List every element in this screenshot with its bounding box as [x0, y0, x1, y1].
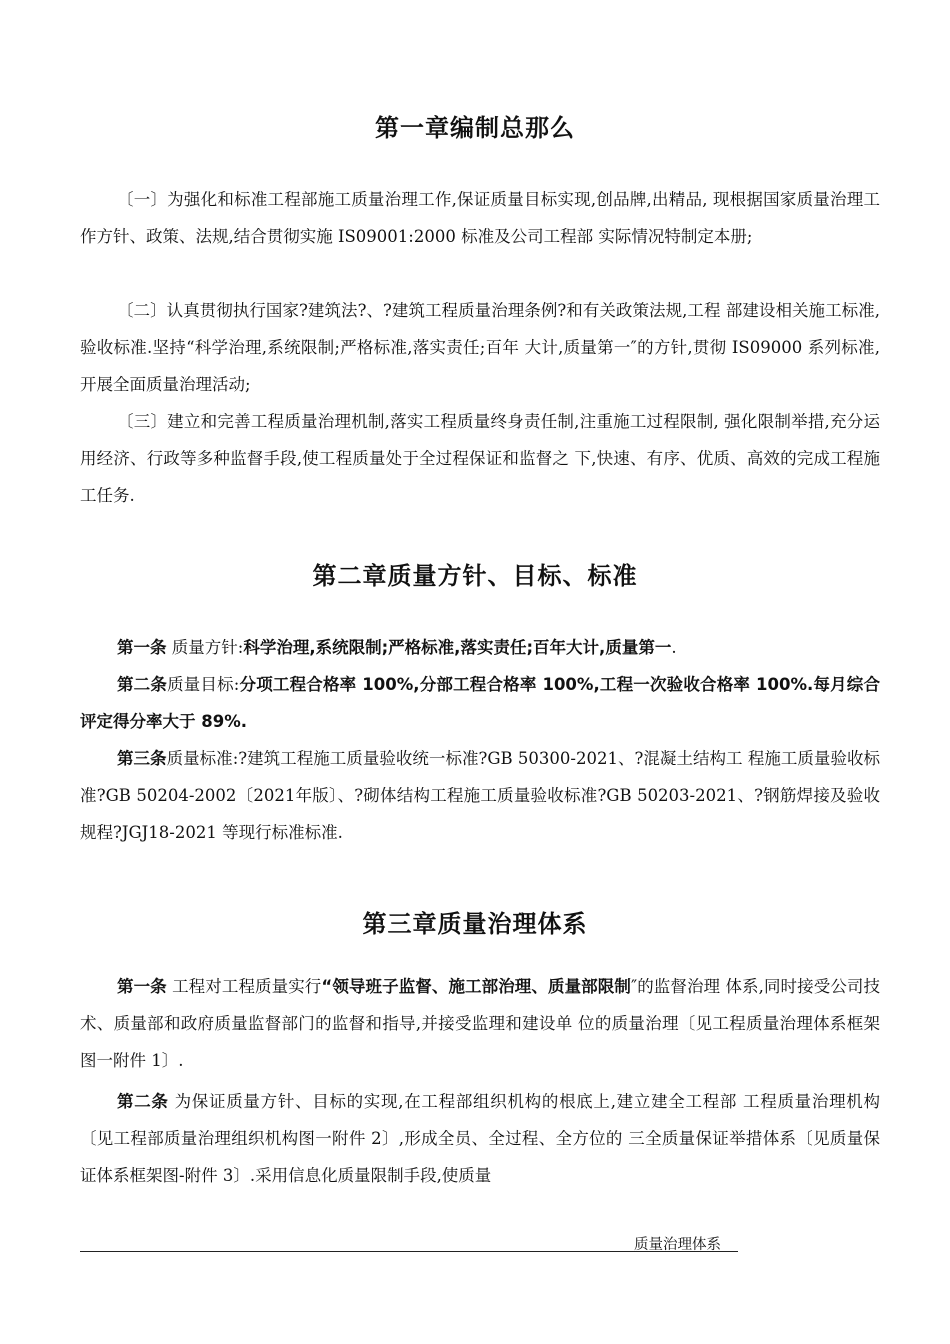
chapter-1-paragraph-2: 〔二〕认真贯彻执行国家?建筑法?、?建筑工程质量治理条例?和有关政策法规,工程 部建设相关施工标准,验收标准.坚持“科学治理,系统限制;严格标准,落实责任;百年 大计,质量第一″的方针,贯彻 IS09000 系列标准,开展全面质量治理活动; — [80, 301, 880, 394]
article-text: ″的监督治理 体系,同时接受公司技术、质量部和政府质量监督部门的监督和指导,并接受监理和建设单 位的质量治理〔见工程质量治理体系框架图一附件 1〕. — [80, 977, 881, 1070]
article-emphasis: 分项工程合格率 100%,分部工程合格率 100%,工程一次验收合格率 100%.每月综合评定得分率大于 89%. — [80, 675, 880, 731]
article-label: 第二条 — [117, 1092, 169, 1111]
chapter-1-paragraph-3: 〔三〕建立和完善工程质量治理机制,落实工程质量终身责任制,注重施工过程限制, 强化限制举措,充分运用经济、行政等多种监督手段,使工程质量处于全过程保证和监督之 下,快速、有序、优质、高效的完成工程施工任务. — [80, 412, 880, 505]
article-emphasis: “领导班子监督、施工部治理、质量部限制 — [321, 977, 631, 996]
footer-rule — [80, 1251, 738, 1252]
chapter-1-paragraph-1: 〔一〕为强化和标准工程部施工质量治理工作,保证质量目标实现,创品牌,出精品, 现根据国家质量治理工作方针、政策、法规,结合贯彻实施 IS09001:2000 标准及公司工程部 实际情况特制定本册; — [80, 190, 880, 246]
article-text: 为保证质量方针、目标的实现,在工程部组织机构的根底上,建立建全工程部 工程质量治理机构〔见工程部质量治理组织机构图一附件 2〕,形成全员、全过程、全方位的 三全质量保证举措体系〔见质量保证体系框架图-附件 3〕.采用信息化质量限制手段,使质量 — [80, 1092, 880, 1185]
article-label: 第二条 — [117, 675, 168, 694]
chapter-2-title: 第二章质量方针、目标、标准 — [312, 562, 638, 590]
chapter-3-article-2 — [80, 1083, 880, 1194]
article-text: 工程对工程质量实行 — [166, 977, 322, 996]
chapter-2-article-2 — [80, 666, 880, 740]
article-text: 质量方针: — [166, 638, 244, 657]
chapter-2-article-3 — [80, 740, 880, 851]
article-label: 第一条 — [117, 977, 167, 996]
chapter-1-title: 第一章编制总那么 — [375, 114, 575, 142]
chapter-3-title: 第三章质量治理体系 — [362, 910, 588, 938]
article-label: 第三条 — [117, 749, 167, 768]
article-label: 第一条 — [117, 638, 167, 657]
article-text: 质量标准:?建筑工程施工质量验收统一标准?GB 50300-2021、?混凝土结构工 程施工质量验收标准?GB 50204-2002〔2021年版〕、?砌体结构工程施工质量验收标准?GB 50203-2021、?钢筋焊接及验收规程?JGJ18-2021 等现行标准标准. — [80, 749, 881, 842]
article-text: . — [671, 638, 677, 657]
footer-caption: 质量治理体系 — [634, 1237, 721, 1253]
article-text: 质量目标: — [167, 675, 240, 694]
chapter-2-article-1 — [80, 629, 880, 666]
chapter-3-article-1 — [80, 968, 880, 1079]
article-emphasis: 科学治理,系统限制;严格标准,落实责任;百年大计,质量第一 — [243, 638, 672, 657]
